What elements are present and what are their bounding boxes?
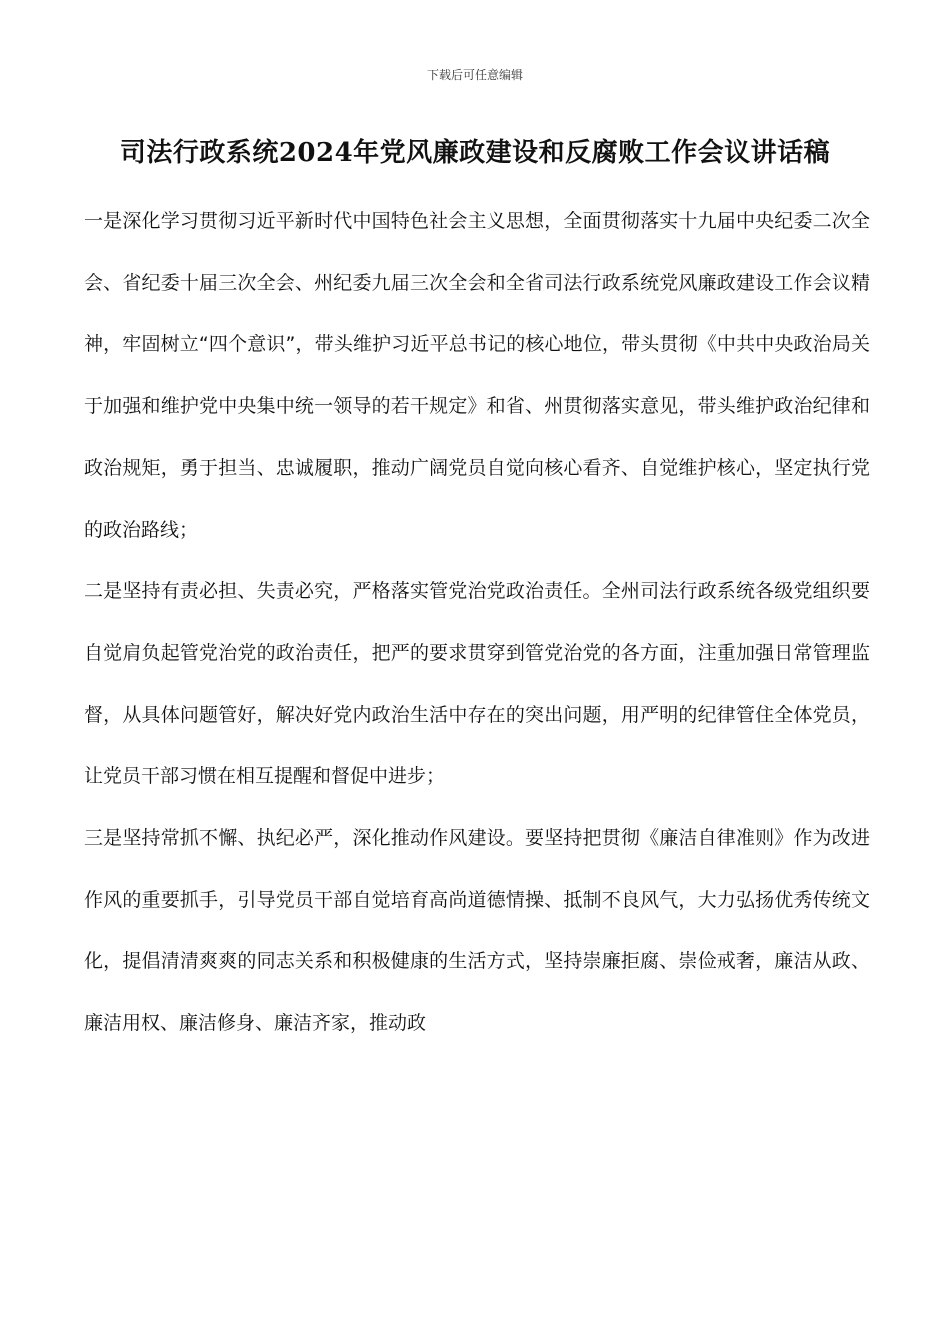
header-note: 下载后可任意编辑 [426,68,523,82]
paragraph-3: 三是坚持常抓不懈、执纪必严，深化推动作风建设。要坚持把贯彻《廉洁自律准则》作为改进作风的重要抓手，引导党员干部自觉培育高尚道德情操、抵制不良风气，大力弘扬优秀传统文化，提倡清清爽爽的同志关系和积极健康的生活方式，坚持崇廉拒腐、崇俭戒奢，廉洁从政、廉洁用权、廉洁修身、廉洁齐家，推动政 [84,827,870,1035]
paragraph-2: 二是坚持有责必担、失责必究，严格落实管党治党政治责任。全州司法行政系统各级党组织要自觉肩负起管党治党的政治责任，把严的要求贯穿到管党治党的各方面，注重加强日常管理监督，从具体问题管好，解决好党内政治生活中存在的突出问题，用严明的纪律管住全体党员，让党员干部习惯在相互提醒和督促中进步； [84,580,870,788]
document-body [84,191,870,1055]
paragraph-1: 一是深化学习贯彻习近平新时代中国特色社会主义思想，全面贯彻落实十九届中央纪委二次全会、省纪委十届三次全会、州纪委九届三次全会和全省司法行政系统党风廉政建设工作会议精神，牢固树立“四个意识”，带头维护习近平总书记的核心地位，带头贯彻《中共中央政治局关于加强和维护党中央集中统一领导的若干规定》和省、州贯彻落实意见，带头维护政治纪律和政治规矩，勇于担当、忠诚履职，推动广阔党员自觉向核心看齐、自觉维护核心，坚定执行党的政治路线； [84,210,870,541]
page-title: 司法行政系统2024年党风廉政建设和反腐败工作会议讲话稿 [119,138,831,168]
